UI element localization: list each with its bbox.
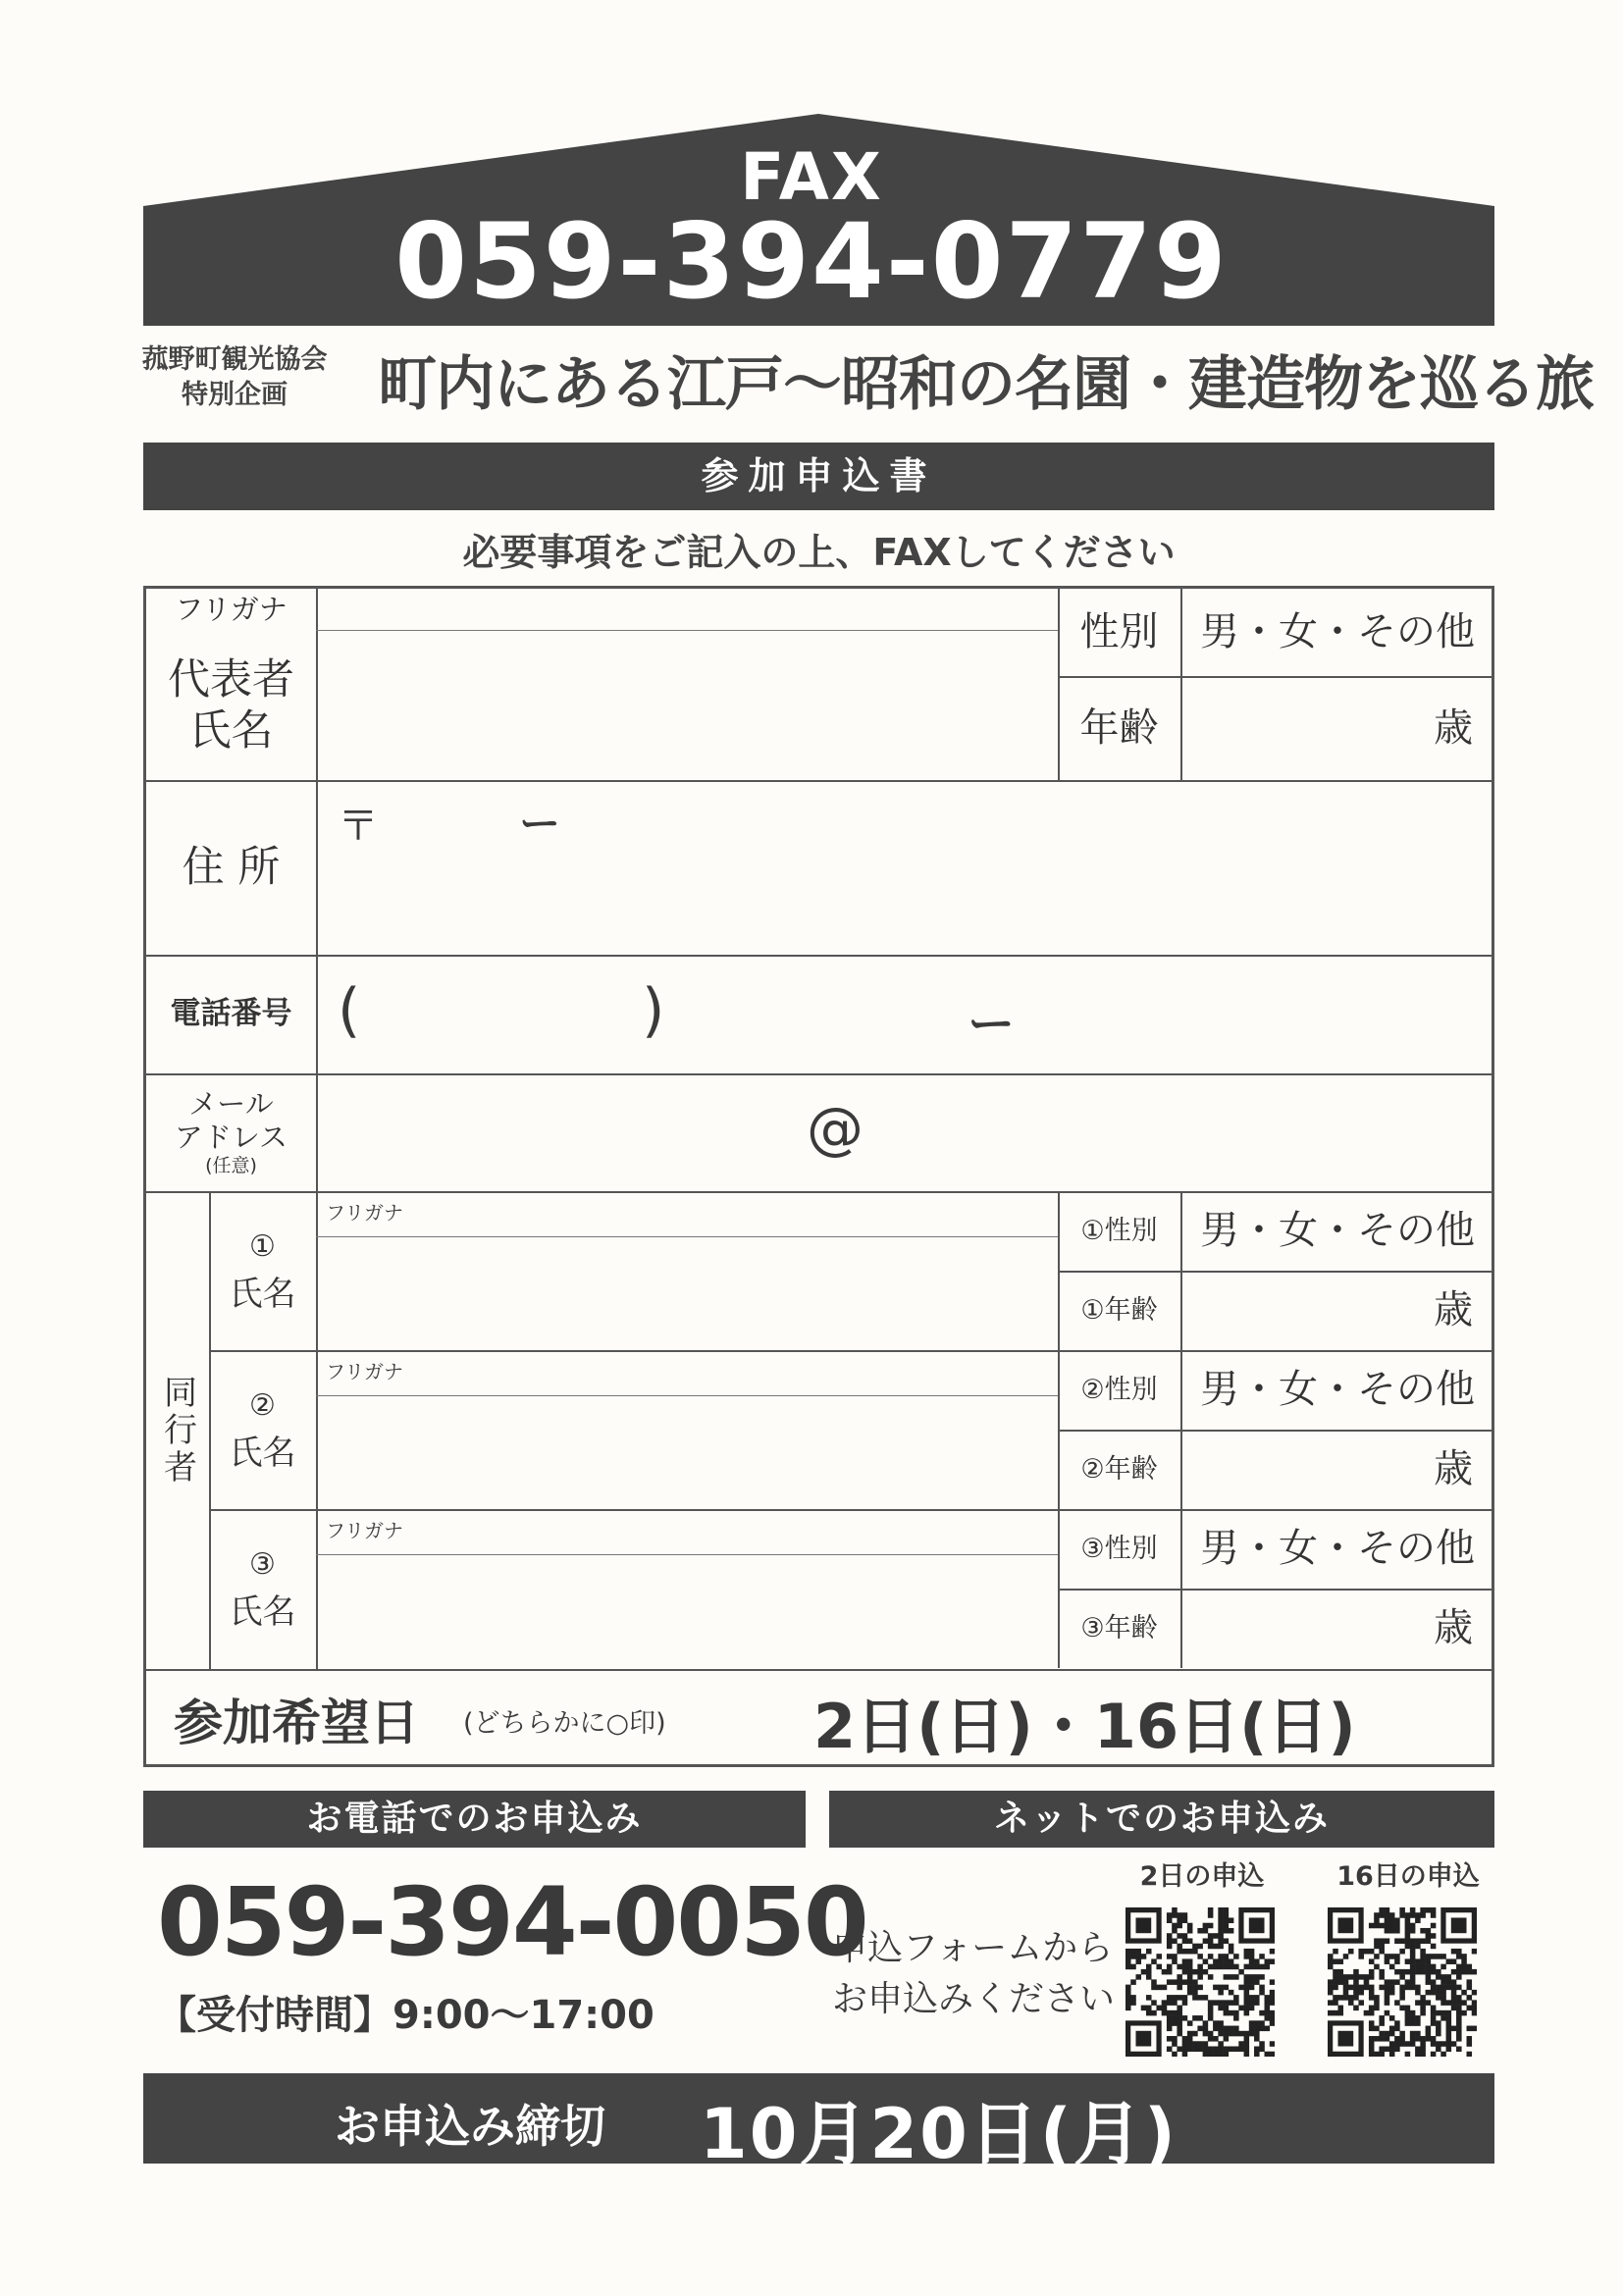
companion-1-name-field[interactable]: [318, 1238, 1056, 1348]
companion-1-label: [209, 1191, 316, 1350]
email-label-line2: アドレス: [174, 1121, 288, 1154]
companion-1-age-label: ①年齢: [1080, 1295, 1158, 1326]
age-field[interactable]: [1180, 676, 1473, 780]
rep-furigana-field[interactable]: [318, 591, 1056, 630]
phone-apply-header-text: お電話でのお申込み: [306, 1799, 643, 1839]
organizer: [128, 342, 341, 413]
companion-3-name-field[interactable]: [318, 1556, 1056, 1666]
companion-1-furigana-field[interactable]: [318, 1193, 1056, 1236]
phone-field[interactable]: [318, 957, 1492, 1071]
gender-options[interactable]: 男・女・その他: [1200, 609, 1475, 654]
qr1-label: 2日の申込: [1139, 1861, 1265, 1892]
date-note: (どちらかに○印): [463, 1708, 666, 1739]
email-optional: (任意): [205, 1155, 257, 1176]
phone-apply-hours: 【受付時間】9:00～17:00: [157, 1993, 654, 2038]
net-apply-text-line1: 申込フォームから: [832, 1928, 1114, 1968]
qr-code-day16[interactable]: [1328, 1907, 1477, 2057]
companion-3-furigana-label: フリガナ: [326, 1519, 403, 1542]
companion-2-age-unit: 歳: [1434, 1446, 1473, 1491]
rep-name-label: [146, 630, 316, 780]
deadline-label: お申込み締切: [335, 2100, 605, 2153]
net-apply-header-text: ネットでのお申込み: [993, 1799, 1330, 1839]
phone-apply-number: 059-394-0050: [157, 1867, 867, 1977]
companions-label: [146, 1191, 209, 1669]
companion-1-gender-label: ①性別: [1080, 1216, 1158, 1246]
companion-3-gender-options[interactable]: 男・女・その他: [1200, 1526, 1475, 1571]
companion-2-furigana-label: フリガナ: [326, 1360, 403, 1383]
qr2-label[interactable]: 16日の申込: [1336, 1861, 1480, 1892]
date-options[interactable]: 2日(日)・16日(日): [813, 1691, 1356, 1762]
phone-label: 電話番号: [170, 996, 292, 1031]
companion-2-name-label: 氏名: [229, 1434, 296, 1473]
fax-label: FAX: [740, 139, 883, 215]
deadline-bar: [143, 2073, 1494, 2174]
age-label: 年齢: [1079, 705, 1159, 751]
phone-close-paren: ): [642, 976, 665, 1045]
companion-3-age-unit: 歳: [1434, 1605, 1473, 1650]
companion-2-gender-label: ②性別: [1080, 1375, 1158, 1405]
companion-1-age-field[interactable]: [1180, 1271, 1473, 1350]
email-label-line1: メール: [188, 1087, 274, 1121]
net-apply-text-line2: お申込みください: [832, 1979, 1116, 2019]
companion-2-age-label: ②年齢: [1080, 1454, 1158, 1485]
organizer-subtitle: 特別企画: [182, 380, 288, 410]
companion-2-gender-options[interactable]: 男・女・その他: [1200, 1367, 1475, 1412]
application-form: [143, 586, 1494, 1767]
phone-dash: ー: [968, 997, 1016, 1052]
phone-open-paren: (: [338, 976, 361, 1045]
companion-2-furigana-field[interactable]: [318, 1352, 1056, 1395]
companions-label-text: 同行者: [157, 1374, 197, 1487]
qr-code-day2[interactable]: [1126, 1907, 1275, 2057]
net-apply-text: [832, 1923, 1115, 2025]
companion-2-name-field[interactable]: [318, 1397, 1056, 1507]
companion-1-furigana-label: フリガナ: [326, 1201, 403, 1225]
gender-label: 性別: [1079, 609, 1159, 654]
event-title: 町内にある江戸～昭和の名園・建造物を巡る旅: [378, 350, 1594, 419]
email-at: @: [807, 1095, 864, 1162]
email-field[interactable]: [318, 1075, 1492, 1189]
age-unit: 歳: [1434, 705, 1473, 751]
companion-1-gender-options[interactable]: 男・女・その他: [1200, 1208, 1475, 1253]
organizer-name: 菰野町観光協会: [141, 344, 328, 375]
companion-1-age-unit: 歳: [1434, 1287, 1473, 1332]
companion-3-label: [209, 1509, 316, 1668]
furigana-label: フリガナ: [175, 593, 288, 626]
companion-2-age-field[interactable]: [1180, 1430, 1473, 1509]
phone-apply-header: [143, 1791, 806, 1848]
companion-3-age-field[interactable]: [1180, 1589, 1473, 1668]
companion-2-label: [209, 1350, 316, 1509]
rep-name-field[interactable]: [318, 632, 1056, 778]
net-apply-header: [829, 1791, 1494, 1848]
address-label: 住 所: [182, 843, 281, 892]
date-label: 参加希望日: [174, 1695, 419, 1751]
postal-mark: 〒: [338, 802, 380, 850]
form-title-bar: [143, 443, 1494, 510]
companion-3-gender-label: ③性別: [1080, 1534, 1158, 1564]
companion-3-name-label: 氏名: [229, 1592, 296, 1632]
address-field[interactable]: [318, 782, 1492, 953]
form-title: 参加申込書: [701, 454, 937, 497]
companion-1-number: ①: [249, 1229, 276, 1264]
companion-2-number: ②: [249, 1388, 276, 1423]
instruction: 必要事項をご記入の上、FAXしてください: [462, 531, 1176, 574]
companion-3-furigana-field[interactable]: [318, 1511, 1056, 1554]
rep-name-label-line2: 氏名: [188, 705, 274, 756]
companion-1-name-label: 氏名: [229, 1275, 296, 1314]
email-label: [146, 1073, 316, 1191]
deadline-date: 10月20日(月): [700, 2094, 1178, 2174]
postal-dash: ー: [519, 800, 561, 848]
fax-number: 059-394-0779: [394, 201, 1229, 322]
companion-3-age-label: ③年齢: [1080, 1613, 1158, 1644]
rep-name-label-line1: 代表者: [168, 654, 294, 704]
companion-3-number: ③: [249, 1547, 276, 1582]
